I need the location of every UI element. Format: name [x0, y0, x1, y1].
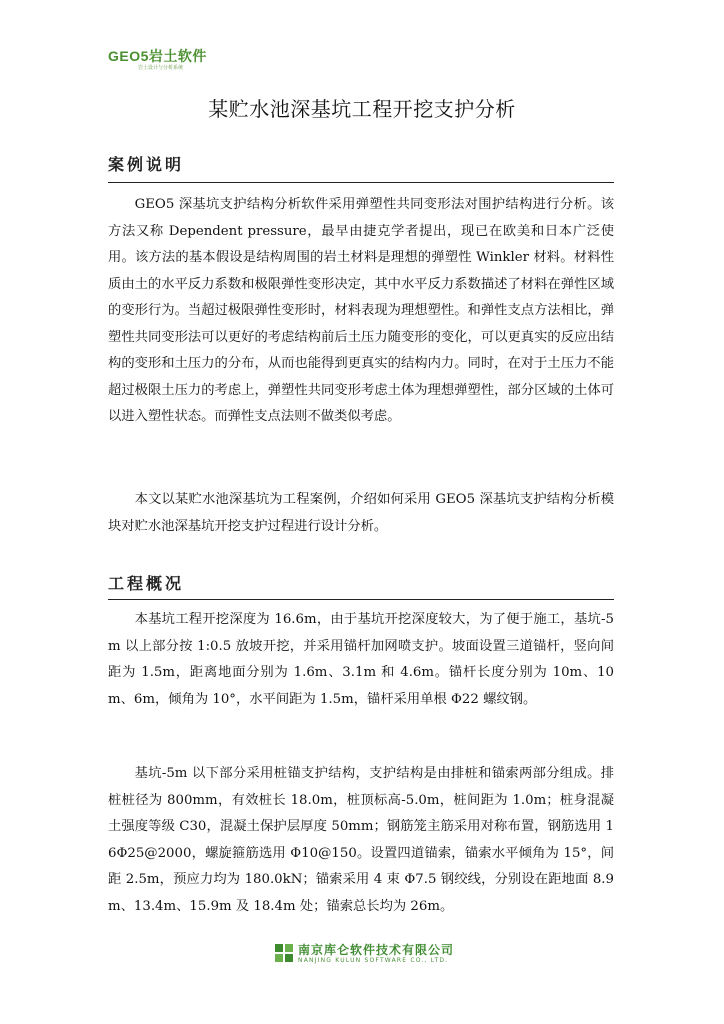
section-divider — [108, 182, 614, 183]
company-logo-icon — [274, 943, 294, 963]
header-logo — [108, 48, 228, 78]
paragraph-pile-anchor-details: 基坑-5m 以下部分采用桩锚支护结构，支护结构是由排桩和锚索两部分组成。排桩桩径为 800mm，有效桩长 18.0m，桩顶标高-5.0m，桩间距为 1.0m；桩身混凝土强度等级 C30，混凝土保护层厚度 50mm；钢筋笼主筋采用对称布置，钢筋选用 16Φ25@2000，螺旋箍筋选用 Φ10@150。设置四道锚索，锚索水平倾角为 15°，间距 2.5m，预应力均为 180.0kN；锚索采用 4 束 Φ7.5 钢绞线，分别设在距地面 8.9m、13.4m、15.9m 及 18.4m 处；锚索总长均为 26m。 — [108, 766, 614, 914]
section-heading-case-description: 案例说明 — [108, 155, 185, 174]
logo-tagline: 岩土设计与分析系统 — [138, 65, 184, 71]
footer-company-name-en: NANJING KULUN SOFTWARE CO., LTD. — [298, 957, 449, 964]
logo-text: GEO5岩土软件 — [108, 48, 207, 64]
section-divider — [108, 599, 614, 600]
footer-company-logo — [274, 941, 454, 969]
paragraph-excavation-details: 本基坑工程开挖深度为 16.6m，由于基坑开挖深度较大，为了便于施工，基坑-5m 以上部分按 1:0.5 放坡开挖，并采用锚杆加网喷支护。坡面设置三道锚杆，竖向间距为 1.5m，距离地面分别为 1.6m、3.1m 和 4.6m。锚杆长度分别为 10m、10m、6m，倾角为 10°，水平间距为 1.5m，锚杆采用单根 Φ22 螺纹钢。 — [108, 612, 614, 707]
paragraph-method-description: GEO5 深基坑支护结构分析软件采用弹塑性共同变形法对围护结构进行分析。该方法又称 Dependent pressure，最早由捷克学者提出，现已在欧美和日本广泛使用。该方法的基本假设是结构周围的岩土材料是理想的弹塑性 Winkler 材料。材料性质由土的水平反力系数和极限弹性变形决定，其中水平反力系数描述了材料在弹性区域的变形行为。当超过极限弹性变形时，材料表现为理想塑性。和弹性支点方法相比，弹塑性共同变形法可以更好的考虑结构前后土压力随变形的变化，可以更真实的反应出结构的变形和土压力的分布，从而也能得到更真实的结构内力。同时，在对于土压力不能超过极限土压力的考虑上，弹塑性共同变形考虑土体为理想弹塑性，部分区域的土体可以进入塑性状态。而弹性支点法则不做类似考虑。 — [108, 197, 614, 424]
paragraph-case-intro: 本文以某贮水池深基坑为工程案例，介绍如何采用 GEO5 深基坑支护结构分析模块对贮水池深基坑开挖支护过程进行设计分析。 — [108, 492, 614, 534]
footer-company-name-cn: 南京库仑软件技术有限公司 — [298, 943, 455, 957]
page-title: 某贮水池深基坑工程开挖支护分析 — [208, 97, 516, 121]
section-heading-project-overview: 工程概况 — [108, 574, 185, 593]
